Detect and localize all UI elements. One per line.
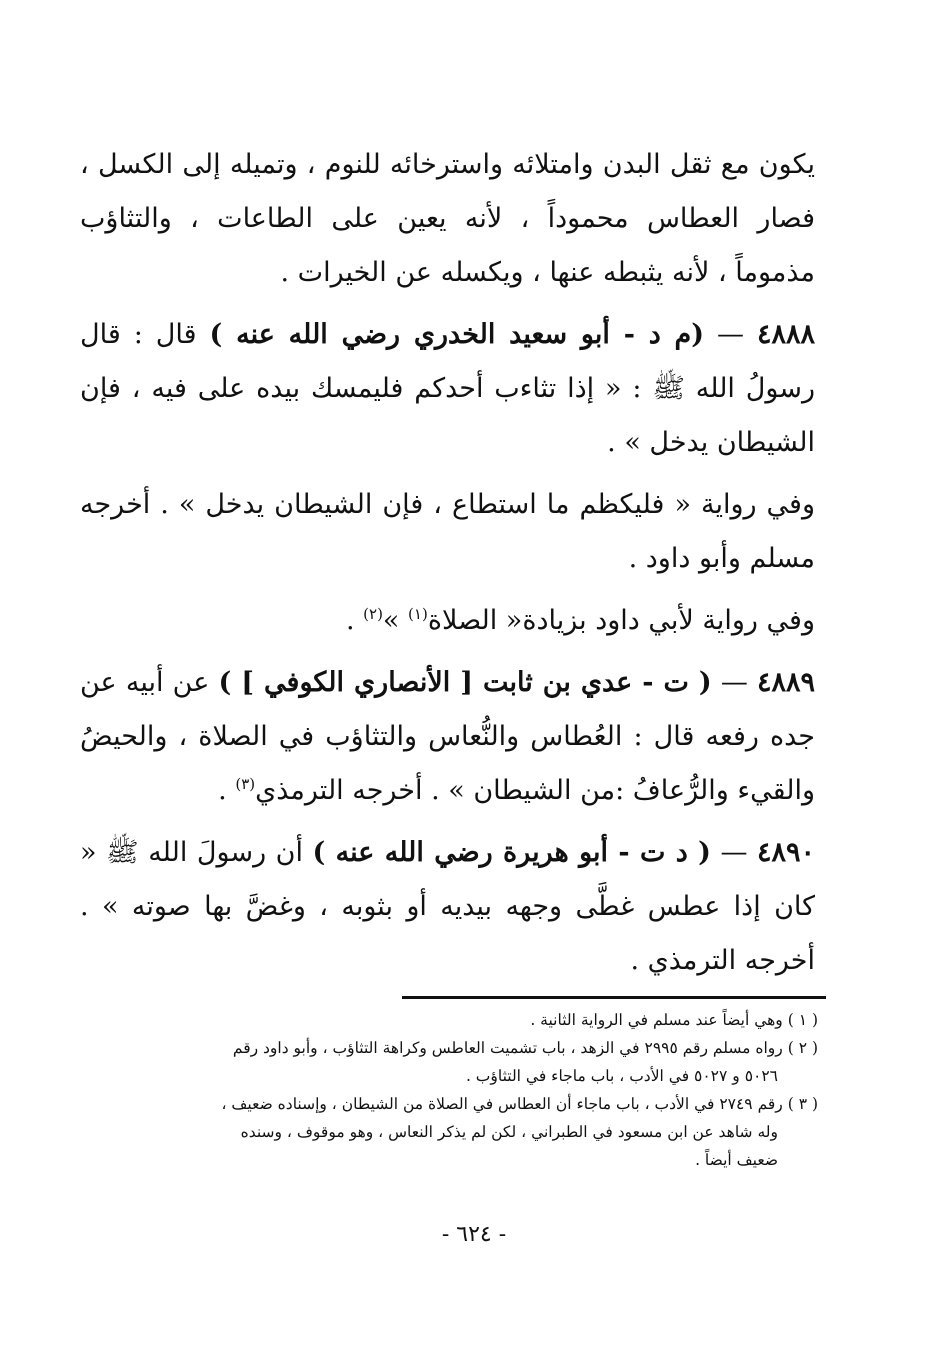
footnote-2 [90, 1036, 818, 1060]
footnote-ref-1[interactable]: (١) [408, 605, 428, 623]
hadith-dash: — [710, 837, 757, 868]
footnote-3-line-2: وله شاهد عن ابن مسعود في الطبراني ، لكن لم يذكر النعاس ، وهو موقوف ، وسنده [240, 1123, 778, 1141]
footnote-3-cont [90, 1120, 818, 1144]
riwaya-paragraph-2 [80, 594, 815, 648]
hadith-text: قال : قال رسولُ الله ﷺ : « إذا تثاءب أحدكم فليمسك بيده على فيه ، فإن الشيطان يدخل » . [80, 319, 815, 458]
page-number: - ٦٢٤ - [441, 1222, 507, 1247]
hadith-dash: — [704, 319, 757, 350]
hadith-text-b: . [218, 775, 236, 806]
hadith-text: أن رسولَ الله ﷺ « كان إذا عطس غطَّى وجهه بيديه أو بثوبه ، وغضَّ بها صوته » . أخرجه الترمذي . [80, 837, 815, 976]
hadith-text-a: عن أبيه عن جده رفعه قال : العُطاس والنُّعاس والتثاؤب في الصلاة ، والحيضُ والقيء والرُّعافُ :من الشيطان » . أخرجه الترمذي [80, 667, 815, 806]
hadith-number: ٤٨٩٠ [756, 837, 815, 868]
riwaya-text-c: . [345, 605, 364, 636]
riwaya-text-a: وفي رواية لأبي داود بزيادة« الصلاة [427, 605, 815, 636]
footnote-ref-2[interactable]: (٢) [363, 605, 383, 623]
hadith-number: ٤٨٨٨ [756, 319, 815, 350]
paragraph-intro-text: يكون مع ثقل البدن وامتلائه واسترخائه للنوم ، وتميله إلى الكسل ، فصار العطاس محموداً ، لأنه يعين على الطاعات ، والتثاؤب مذموماً ، لأنه يثبطه عنها ، ويكسله عن الخيرات . [80, 149, 815, 288]
riwaya-paragraph-1 [80, 478, 815, 586]
hadith-source: (م د - أبو سعيد الخدري رضي الله عنه ) [209, 319, 705, 350]
footnote-divider [402, 996, 826, 999]
hadith-dash: — [711, 667, 757, 698]
hadith-source: ( ت - عدي بن ثابت [ الأنصاري الكوفي ] ) [218, 667, 712, 698]
main-text [80, 138, 815, 996]
footnote-1-text: ( ١ ) وهي أيضاً عند مسلم في الرواية الثانية . [530, 1011, 818, 1029]
riwaya-text: وفي رواية « فليكظم ما استطاع ، فإن الشيطان يدخل » . أخرجه مسلم وأبو داود . [80, 489, 815, 574]
footnote-2-cont [90, 1064, 818, 1088]
hadith-4889 [80, 656, 815, 818]
hadith-4890 [80, 826, 815, 988]
footnote-1 [90, 1008, 818, 1032]
footnotes [90, 1008, 818, 1176]
riwaya-text-b: » [382, 605, 409, 636]
hadith-number: ٤٨٨٩ [757, 667, 816, 698]
footnote-ref-3[interactable]: (٣) [235, 775, 256, 793]
footnote-3-line-3: ضعيف أيضاً . [695, 1151, 778, 1169]
hadith-source: ( د ت - أبو هريرة رضي الله عنه ) [312, 837, 711, 868]
footnote-2-line-1: ( ٢ ) رواه مسلم رقم ٢٩٩٥ في الزهد ، باب تشميت العاطس وكراهة التثاؤب ، وأبو داود رقم [232, 1039, 818, 1057]
hadith-4888 [80, 308, 815, 470]
footnote-3-cont-2 [90, 1148, 818, 1172]
footnote-2-line-2: ٥٠٢٦ و ٥٠٢٧ في الأدب ، باب ماجاء في التثاؤب . [465, 1067, 778, 1085]
footnote-3-line-1: ( ٣ ) رقم ٢٧٤٩ في الأدب ، باب ماجاء أن العطاس في الصلاة من الشيطان ، وإسناده ضعيف ، [221, 1095, 818, 1113]
paragraph-intro [80, 138, 815, 300]
footnote-3 [90, 1092, 818, 1116]
